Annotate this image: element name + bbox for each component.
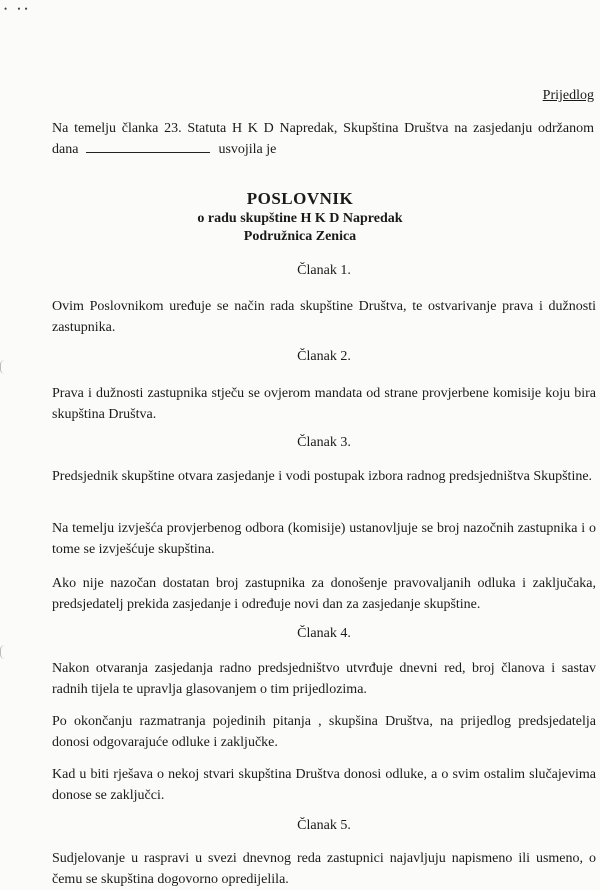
- article-paragraph: Ovim Poslovnikom uređuje se način rada skupštine Društva, te ostvarivanje prava i dužnosti zastupnika.: [52, 299, 596, 335]
- article-heading: Članak 3.: [297, 435, 351, 450]
- article-paragraph: Kad u biti rješava o nekoj stvari skupština Društva donosi odluke, a o svim ostalim slučajevima donose se zaključci.: [52, 767, 596, 803]
- document-subtitle: o radu skupštine H K D Napredak: [197, 211, 403, 226]
- scan-margin-mark: [0, 645, 9, 659]
- document-branch: Podružnica Zenica: [243, 229, 357, 244]
- article-heading: Članak 5.: [297, 818, 351, 833]
- document-title-block: [0, 188, 600, 246]
- article-paragraph: Nakon otvaranja zasjedanja radno predsjedništvo utvrđuje dnevni red, broj članova i sastav radnih tijela te upravlja glasovanjem o tim prijedlozima.: [52, 661, 596, 697]
- article-paragraph: Po okončanju razmatranja pojedinih pitanja , skupšina Društva, na prijedlog predsjedatelja donosi odgovarajuće odluke i zaključke.: [52, 714, 596, 750]
- intro-text: Na temelju članka 23. Statuta H K D Napredak, Skupština Društva na zasjedanju održanom dana: [52, 121, 594, 157]
- article-heading: Članak 1.: [297, 263, 351, 278]
- article-paragraph: Na temelju izvješća provjerbenog odbora (komisije) ustanovljuje se broj nazočnih zastupnika i o tome se izvješćuje skupština.: [52, 521, 596, 557]
- intro-paragraph: [52, 118, 594, 160]
- article-paragraph: Prava i dužnosti zastupnika stječu se ovjerom mandata od strane provjerbene komisije koju bira skupština Društva.: [52, 386, 596, 422]
- article-heading: Članak 2.: [297, 349, 351, 364]
- article-heading: Članak 4.: [297, 626, 351, 641]
- scan-specks: • ••: [4, 4, 32, 14]
- article-paragraph: Sudjelovanje u raspravi u svezi dnevnog reda zastupnici najavljuju napismeno ili usmeno, o čemu se skupština dogovorno opredijelila.: [52, 851, 596, 887]
- proposal-label: Prijedlog: [542, 88, 594, 103]
- article-paragraph: Ako nije nazočan dostatan broj zastupnika za donošenje pravovaljanih odluka i zaključaka, predsjedatelj prekida zasjedanje i određuje novi dan za zasjedanje skupštine.: [52, 576, 596, 612]
- document-title: POSLOVNIK: [246, 189, 354, 208]
- date-blank-line: [86, 140, 210, 153]
- article-paragraph: Predsjednik skupštine otvara zasjedanje i vodi postupak izbora radnog predsjedništva Skupštine.: [52, 469, 593, 484]
- intro-text-end: usvojila je: [218, 142, 277, 157]
